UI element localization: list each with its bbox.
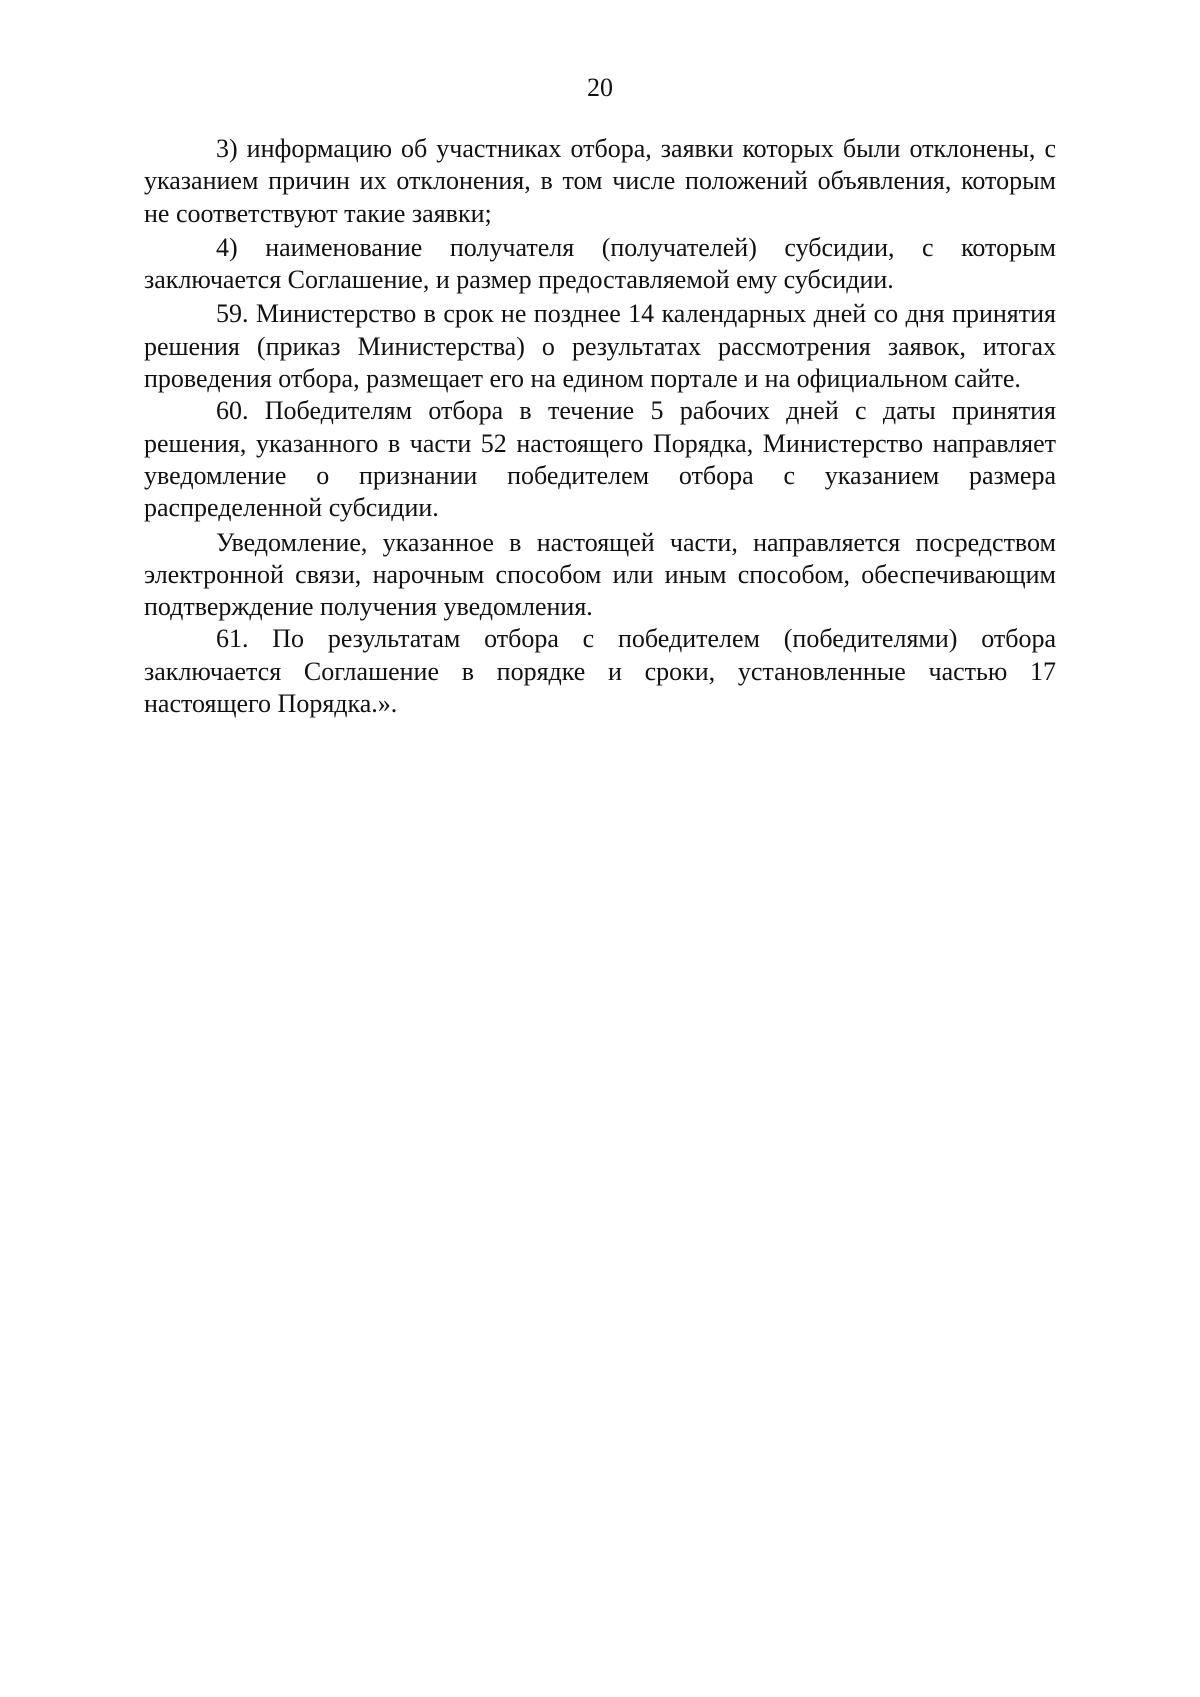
paragraph-item-3: 3) информацию об участниках отбора, заявки которых были отклонены, с указанием причин их отклонения, в том числе положений объявления, которым не соответствуют такие заявки; [144, 134, 1056, 228]
paragraph-item-4: 4) наименование получателя (получателей) субсидии, с которым заключается Соглашение, и размер предоставляемой ему субсидии. [144, 232, 1056, 295]
paragraph-60: 60. Победителям отбора в течение 5 рабочих дней с даты принятия решения, указанного в части 52 настоящего Порядка, Министерство направляет уведомление о признании победителем отбора с указанием размера распределенной субсидии. [144, 396, 1056, 523]
document-body [144, 133, 1056, 720]
paragraph-61: 61. По результатам отбора с победителем (победителями) отбора заключается Соглашение в порядке и сроки, установленные частью 17 настоящего Порядка.». [144, 624, 1056, 719]
paragraph-notification: Уведомление, указанное в настоящей части, направляется посредством электронной связи, нарочным способом или иным способом, обеспечивающим подтверждение получения уведомления. [144, 527, 1056, 622]
page-number: 20 [587, 73, 613, 102]
paragraph-59: 59. Министерство в срок не позднее 14 календарных дней со дня принятия решения (приказ Министерства) о результатах рассмотрения заявок, итогах проведения отбора, размещает его на едином портале и на официальном сайте. [144, 299, 1056, 394]
